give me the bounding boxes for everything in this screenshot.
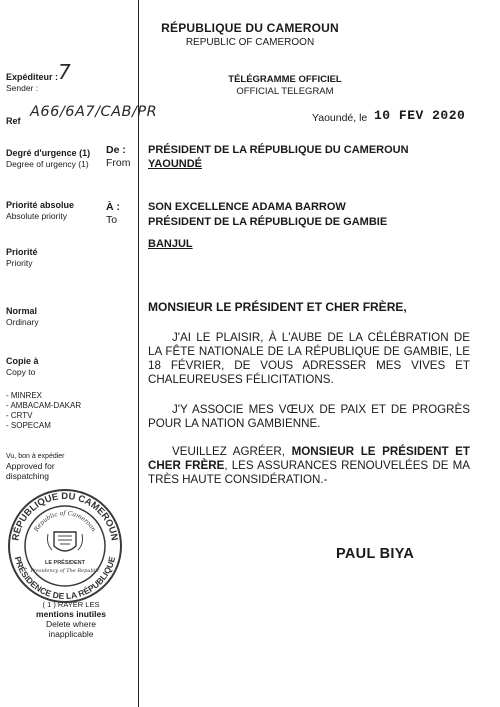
copy-item: - CRTV [6,411,33,420]
copy-list [6,391,81,431]
signature-name: PAUL BIYA [336,546,415,562]
approved-en-2: dispatching [6,471,50,481]
coat-of-arms-icon [48,532,83,551]
urgency-label-en: Degree of urgency (1) [6,159,89,169]
salutation: MONSIEUR LE PRÉSIDENT ET CHER FRÈRE, [148,300,407,314]
seal-inner-mid: LE PRÉSIDENT [44,560,86,566]
to-line-1: SON EXCELLENCE ADAMA BARROW [148,201,346,213]
absolute-priority-en: Absolute priority [6,211,67,221]
body-paragraph-3 [148,445,470,487]
approved-fr: Vu, bon à expédier [6,453,65,460]
from-label-en: From [106,157,131,169]
sender-label-fr: Expéditeur : [6,72,59,82]
to-label-block [106,201,120,227]
copy-item: - MINREX [6,391,42,400]
approved-en-1: Approved for [6,461,55,471]
copy-block [6,356,146,377]
copy-fr: Copie à [6,356,39,366]
place-date-label: Yaoundé, le [312,112,368,124]
priority-fr: Priorité [6,247,38,257]
from-label-fr: De : [106,144,126,156]
seal-inner-top: Republic of Cameroon [33,509,97,533]
copy-item: - SOPECAM [6,421,51,430]
absolute-priority-fr: Priorité absolue [6,200,75,210]
seal-top-text: RÉPUBLIQUE DU CAMEROUN [10,490,120,542]
priority-block [6,247,146,268]
footnote-block [6,600,136,639]
closing-text-a: VEUILLEZ AGRÉER, [172,445,292,458]
from-line-1: PRÉSIDENT DE LA RÉPUBLIQUE DU CAMEROUN [148,144,409,156]
from-line-2: YAOUNDÉ [148,158,202,170]
footnote-line-2: mentions inutiles [36,609,106,619]
sender-label-en: Sender : [6,83,39,93]
priority-en: Priority [6,258,33,268]
from-label-block [106,144,131,170]
normal-fr: Normal [6,306,38,316]
closing-text-c: , LES ASSURANCES RENOUVELÉES DE MA TRÈS HAUTE CONSIDÉRATION.- [148,459,470,486]
to-label-fr: À : [106,201,120,213]
body-paragraph-1: J'AI LE PLAISIR, À L'AUBE DE LA CÉLÉBRATION DE LA FÊTE NATIONALE DE LA RÉPUBLIQUE DE GAMBIE, LE 18 FÉVRIER, DE VOUS ADRESSER MES VIVES ET CHALEUREUSES FÉLICITATIONS. [148,331,470,386]
absolute-priority-block [6,200,146,221]
copy-item: - AMBACAM-DAKAR [6,401,82,410]
urgency-label-fr: Degré d'urgence (1) [6,148,91,158]
republic-title-en: REPUBLIC OF CAMEROON [185,37,315,48]
telegram-title-fr: TÉLÉGRAMME OFFICIEL [228,74,342,85]
ref-block [6,111,21,129]
date-stamp: 10 FEV 2020 [374,108,466,123]
footnote-line-4: inapplicable [48,629,94,639]
normal-block [6,306,146,327]
telegram-title-en: OFFICIAL TELEGRAM [236,86,334,97]
seal-inner-bottom: Presidency of The Republic [30,568,100,574]
normal-en: Ordinary [6,317,39,327]
to-line-2: PRÉSIDENT DE LA RÉPUBLIQUE DE GAMBIE [148,216,388,228]
presidential-seal [2,488,128,604]
body-paragraph-2: J'Y ASSOCIE MES VŒUX DE PAIX ET DE PROGRÈS POUR LA NATION GAMBIENNE. [148,403,470,430]
seal-bottom-text: PRÉSIDENCE DE LA RÉPUBLIQUE [12,555,118,602]
sender-block [6,72,146,93]
ref-handwritten: A66/6A7/CAB/PR [30,104,158,120]
closing-text-b: MONSIEUR LE PRÉSIDENT ET CHER FRÈRE [148,445,470,472]
sender-handwritten: 7 [58,60,71,84]
to-line-3: BANJUL [148,238,193,250]
approved-block [6,452,136,481]
footnote-line-1: ( 1 ) RAYER LES [42,600,100,609]
republic-title-fr: RÉPUBLIQUE DU CAMEROUN [161,21,339,35]
footnote-line-3: Delete where [45,619,97,629]
to-label-en: To [106,214,118,226]
copy-en: Copy to [6,367,36,377]
ref-label: Ref [6,116,21,126]
